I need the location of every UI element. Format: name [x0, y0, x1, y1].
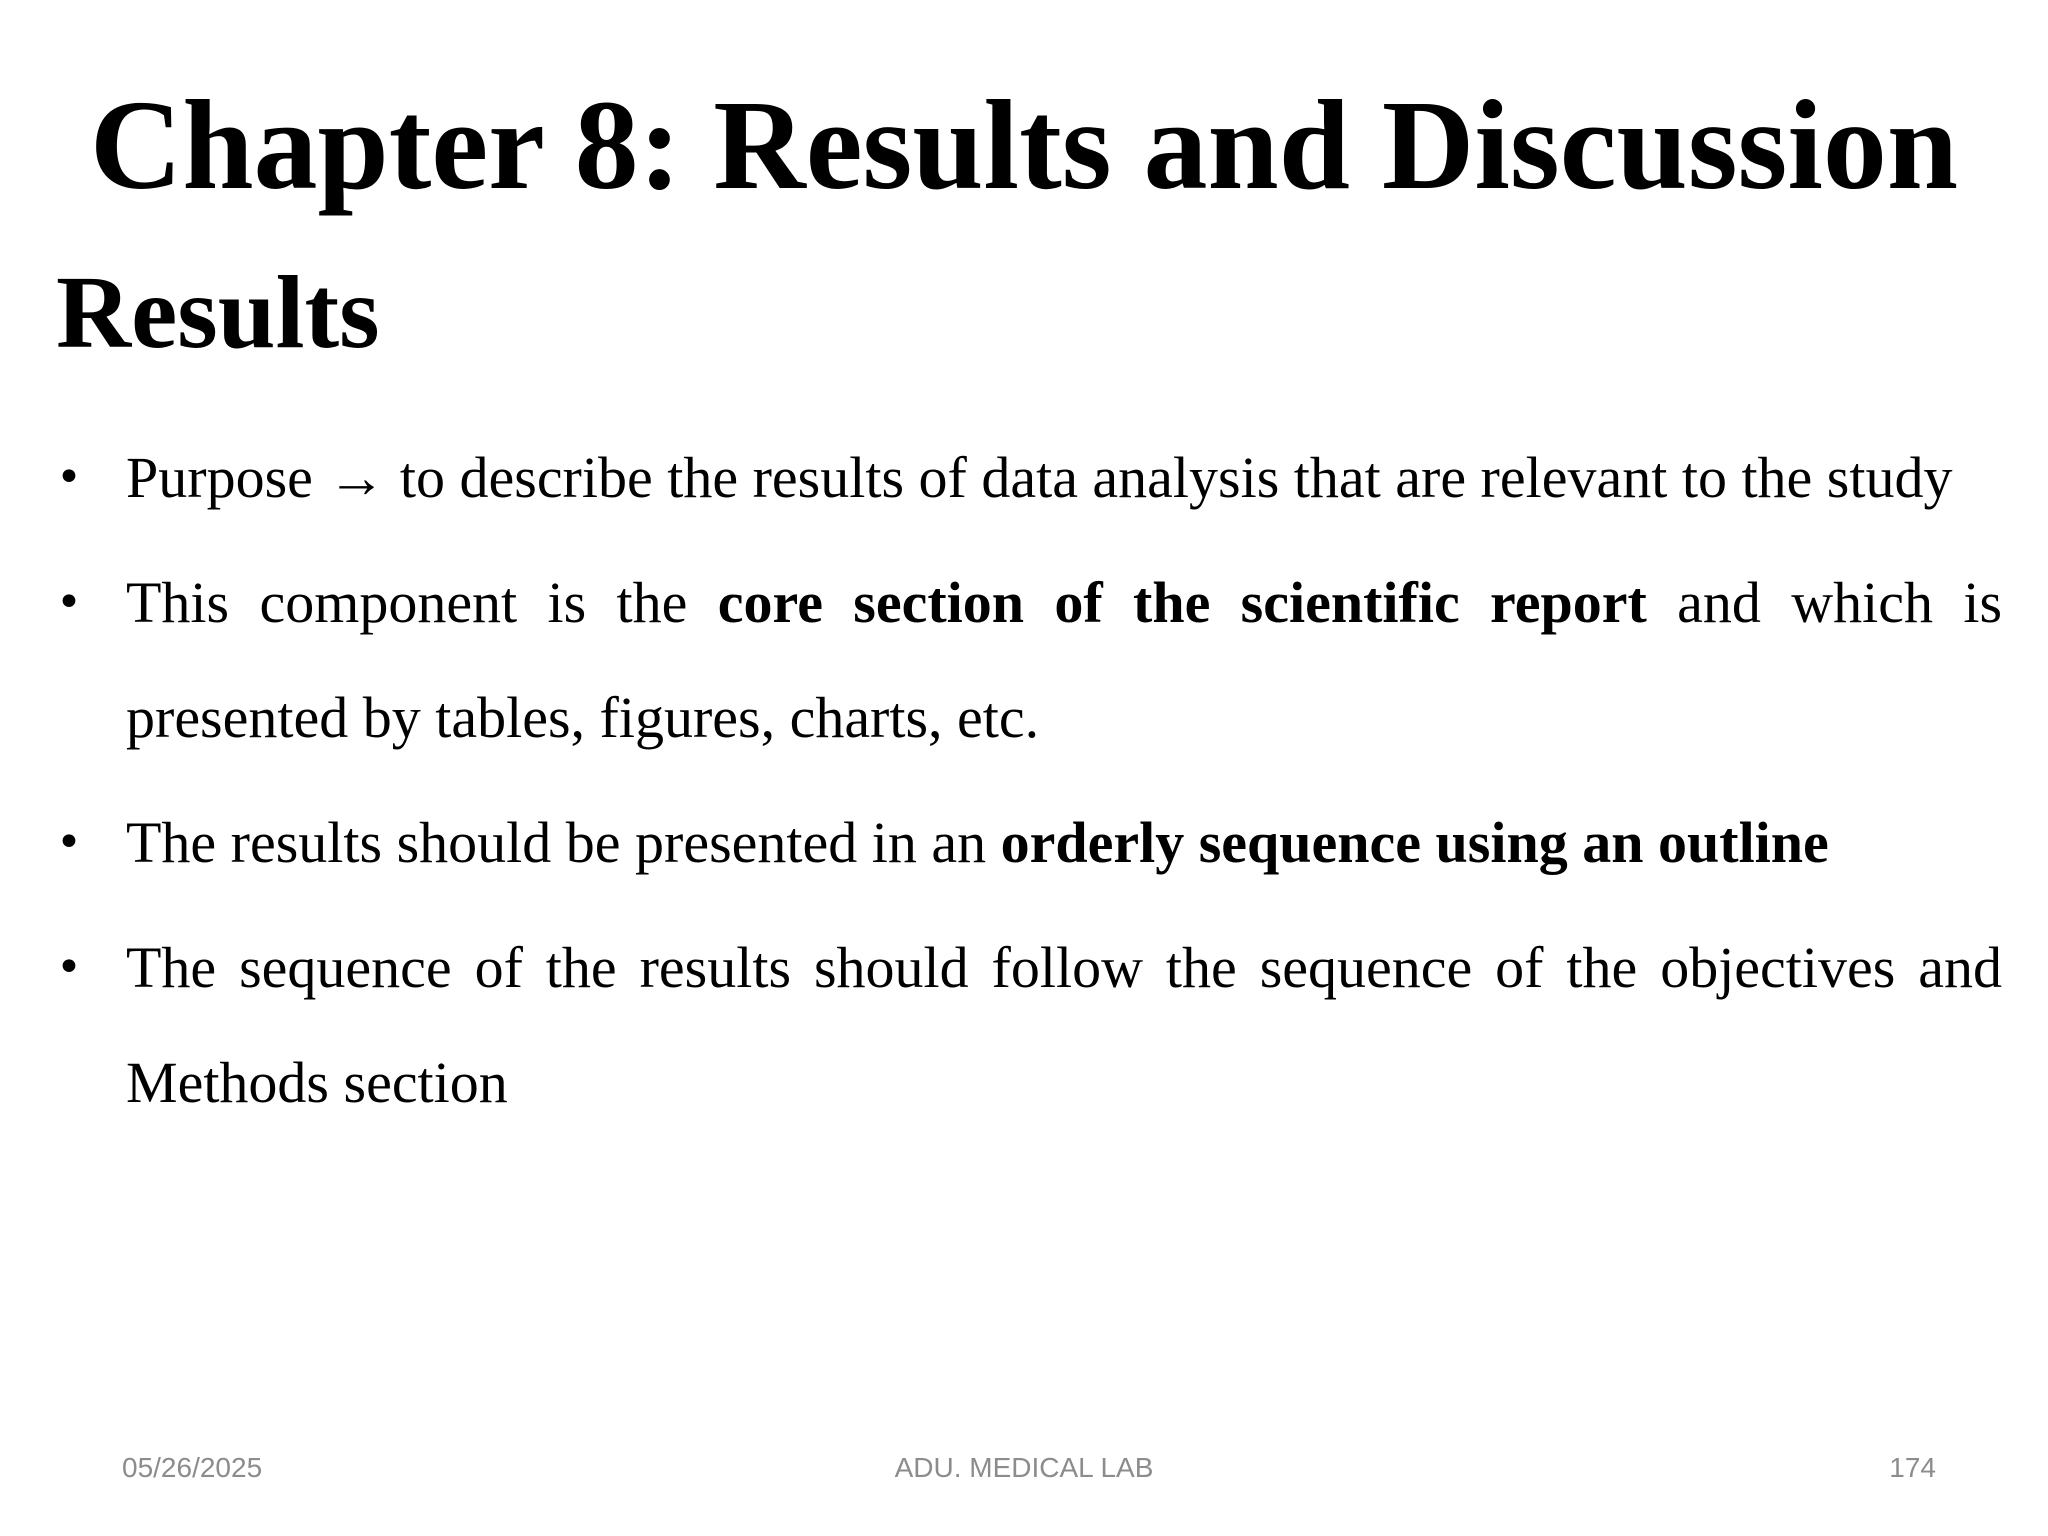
slide-title: Chapter 8: Results and Discussion: [89, 74, 1959, 216]
bullet-text-run: The sequence of the results should follow the sequence of the objectives and Methods section: [126, 935, 2002, 1115]
bullet-icon: •: [56, 452, 82, 503]
bullet-text: [126, 570, 2002, 750]
footer-date: 05/26/2025: [122, 1452, 263, 1483]
bullet-text-run: The results should be presented in an: [126, 810, 1001, 875]
bullet-icon: •: [56, 817, 82, 868]
bullet-text: [126, 810, 1829, 875]
bullet-item: [56, 420, 2002, 535]
bullet-text: [126, 445, 1953, 510]
bullet-text-run: and which is presented by tables, figures, charts, etc.: [126, 570, 2003, 750]
bullet-icon: •: [56, 942, 82, 993]
bullet-text-bold-run: orderly sequence using an outline: [1000, 810, 1829, 875]
section-heading: Results: [56, 255, 380, 370]
bullet-item: [56, 545, 2002, 775]
bullet-icon: •: [56, 577, 82, 628]
footer-page-number: 174: [1889, 1452, 1936, 1483]
bullet-text-run: This component is the: [126, 570, 718, 635]
bullet-text: [126, 935, 2002, 1115]
bullet-item: [56, 910, 2002, 1140]
bullet-list: [56, 420, 2002, 1150]
bullet-text-bold-run: core section of the scientific report: [717, 570, 1647, 635]
footer-organization: ADU. MEDICAL LAB: [894, 1452, 1154, 1483]
bullet-text-run: Purpose → to describe the results of data analysis that are relevant to the study: [126, 445, 1953, 510]
bullet-item: [56, 785, 2002, 900]
